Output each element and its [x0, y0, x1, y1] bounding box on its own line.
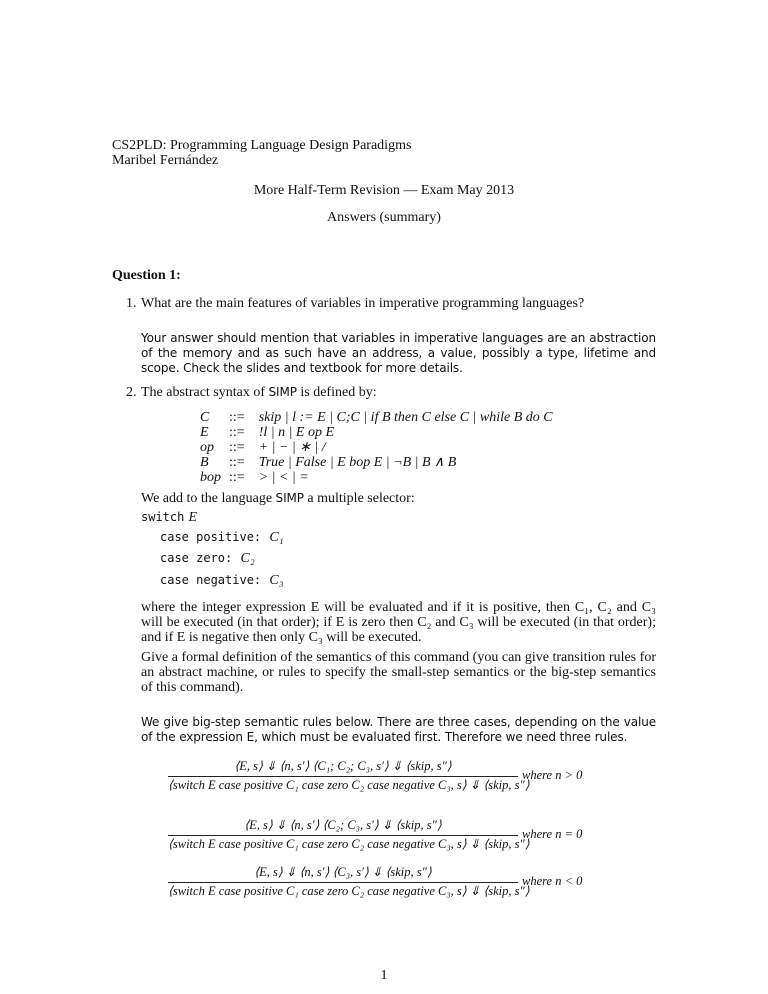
inference-rule-negative — [168, 865, 583, 899]
grammar-rhs: > | < | = — [258, 470, 309, 485]
case-zero: case zero: C₂ — [160, 551, 255, 566]
rule-conclusion: ⟨switch E case positive C₁ case zero C₂ case negative C₃, s⟩ ⇓ ⟨skip, s″⟩ — [168, 778, 530, 792]
rule-premise: ⟨E, s⟩ ⇓ ⟨n, s′⟩ ⟨C₃, s′⟩ ⇓ ⟨skip, s″⟩ — [254, 865, 432, 879]
inference-rule-positive — [168, 759, 583, 793]
grammar-rhs: !l | n | E op E — [258, 425, 335, 440]
item-number: 2. — [126, 385, 137, 400]
doc-subtitle: Answers (summary) — [327, 210, 441, 225]
doc-title: More Half-Term Revision — Exam May 2013 — [253, 183, 515, 198]
switch-line: switch E — [141, 510, 198, 525]
case-positive: case positive: C₁ — [160, 530, 284, 545]
grammar-op: ::= — [229, 455, 245, 470]
grammar-row — [200, 470, 561, 485]
author: Maribel Fernández — [112, 153, 219, 168]
grammar-rhs: + | − | ∗ | / — [258, 440, 326, 455]
simp-name: SIMP — [268, 385, 297, 399]
grammar-op: ::= — [229, 470, 245, 485]
grammar-lhs: E — [200, 425, 209, 440]
rule-side-condition: where n < 0 — [522, 874, 583, 888]
rule-conclusion: ⟨switch E case positive C₁ case zero C₂ case negative C₃, s⟩ ⇓ ⟨skip, s″⟩ — [168, 837, 530, 851]
grammar-op: ::= — [229, 425, 245, 440]
grammar-table — [200, 410, 561, 485]
item-number: 1. — [126, 296, 137, 311]
item2-intro: The abstract syntax of SIMP is defined by: — [141, 385, 377, 400]
rule-premise: ⟨E, s⟩ ⇓ ⟨n, s′⟩ ⟨C₁; C₂; C₃, s′⟩ ⇓ ⟨skip, s″⟩ — [234, 759, 452, 773]
item2-answer: We give big-step semantic rules below. There are three cases, depending on the value of the expression E, which must be evaluated first. Therefore we need three rules. — [141, 715, 656, 744]
grammar-row — [200, 410, 561, 425]
grammar-lhs: bop — [200, 470, 221, 485]
rule-side-condition: where n = 0 — [522, 827, 583, 841]
grammar-row — [200, 425, 561, 440]
rule-side-condition: where n > 0 — [522, 768, 583, 782]
grammar-op: ::= — [229, 410, 245, 425]
add-selector-text: We add to the language SIMP a multiple selector: — [141, 491, 415, 506]
inference-rule-zero — [168, 818, 583, 852]
grammar-lhs: op — [200, 440, 214, 455]
course-title: CS2PLD: Programming Language Design Paradigms — [112, 138, 412, 153]
grammar-row — [200, 455, 561, 470]
rule-bar — [168, 776, 518, 777]
grammar-row — [200, 440, 561, 455]
grammar-op: ::= — [229, 440, 245, 455]
switch-explanation: where the integer expression E will be evaluated and if it is positive, then C₁, C₂ and C₃ will be executed (in that order); if E is zero then C₂ and C₃ will be executed (in that order); and if E is negative then only C₃ will be executed. — [141, 600, 656, 645]
case-negative: case negative: C₃ — [160, 573, 284, 588]
rule-bar — [168, 835, 518, 836]
grammar-rhs: True | False | E bop E | ¬B | B ∧ B — [258, 455, 457, 470]
page-number: 1 — [380, 968, 388, 983]
task-text: Give a formal definition of the semantics of this command (you can give transition rules for an abstract machine, or rules to specify the small-step semantics or the big-step semantics of this command). — [141, 650, 656, 695]
grammar-lhs: C — [200, 410, 210, 425]
rule-bar — [168, 882, 518, 883]
rule-conclusion: ⟨switch E case positive C₁ case zero C₂ case negative C₃, s⟩ ⇓ ⟨skip, s″⟩ — [168, 884, 530, 898]
grammar-rhs: skip | l := E | C;C | if B then C else C | while B do C — [258, 410, 553, 425]
rule-premise: ⟨E, s⟩ ⇓ ⟨n, s′⟩ ⟨C₂; C₃, s′⟩ ⇓ ⟨skip, s″⟩ — [244, 818, 442, 832]
item1-question: What are the main features of variables in imperative programming languages? — [141, 296, 585, 311]
question-heading: Question 1: — [112, 268, 181, 283]
grammar-lhs: B — [200, 455, 209, 470]
item1-answer: Your answer should mention that variables in imperative languages are an abstraction of the memory and as such have an address, a value, possibly a type, lifetime and scope. Check the slides and textbook for more details. — [141, 331, 656, 375]
